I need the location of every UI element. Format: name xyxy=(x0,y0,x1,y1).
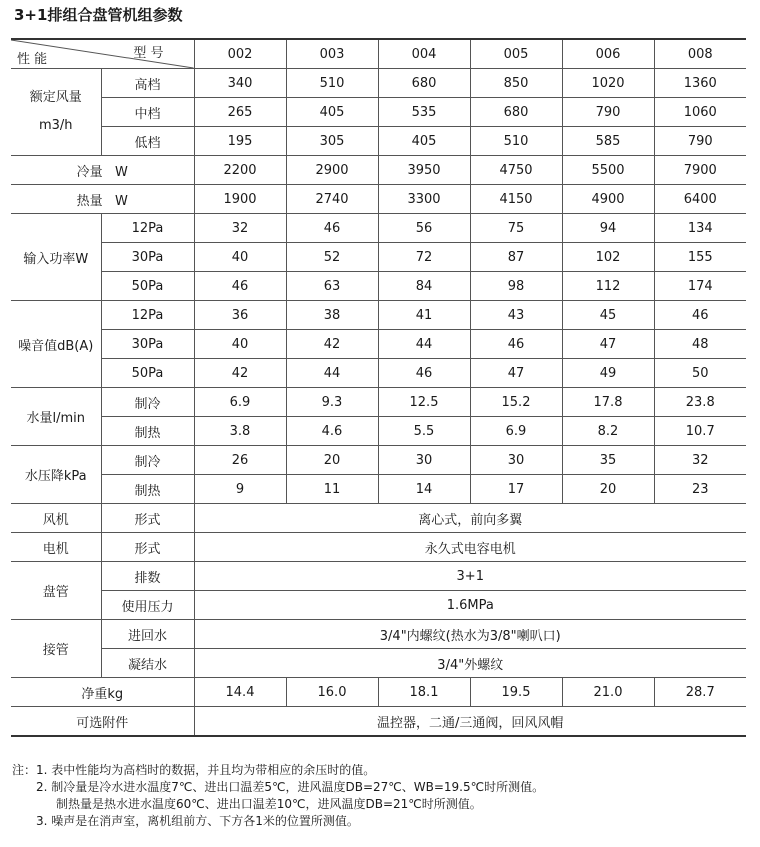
fan-label: 风机 xyxy=(11,504,101,533)
sub-label: 中档 xyxy=(101,98,194,127)
note-3: 3. 噪声是在消声室，离机组前方、下方各1米的位置所测值。 xyxy=(36,814,359,828)
data-cell: 305 xyxy=(286,127,378,156)
corner-performance-label: 性 能 xyxy=(17,52,48,67)
data-cell: 47 xyxy=(470,359,562,388)
data-cell: 21.0 xyxy=(562,678,654,707)
data-cell: 195 xyxy=(194,127,286,156)
sub-label: 高档 xyxy=(101,69,194,98)
data-cell: 42 xyxy=(194,359,286,388)
data-cell: 134 xyxy=(654,214,746,243)
table-row xyxy=(11,388,746,417)
data-cell: 30 xyxy=(470,446,562,475)
data-cell: 8.2 xyxy=(562,417,654,446)
data-cell: 680 xyxy=(378,69,470,98)
spec-table xyxy=(11,38,746,737)
data-cell: 18.1 xyxy=(378,678,470,707)
data-cell: 46 xyxy=(286,214,378,243)
table-row xyxy=(11,475,746,504)
data-cell: 26 xyxy=(194,446,286,475)
data-cell: 44 xyxy=(286,359,378,388)
table-row xyxy=(11,446,746,475)
data-cell: 9.3 xyxy=(286,388,378,417)
note-1: 注：1. 表中性能均为高档时的数据，并且均为带相应的余压时的值。 xyxy=(12,763,376,777)
data-cell: 35 xyxy=(562,446,654,475)
sub-label: 形式 xyxy=(101,533,194,562)
data-cell: 38 xyxy=(286,301,378,330)
noise-label: 噪音值dB(A) xyxy=(11,301,101,388)
data-cell: 7900 xyxy=(654,156,746,185)
data-cell: 40 xyxy=(194,330,286,359)
data-cell: 46 xyxy=(470,330,562,359)
table-row xyxy=(11,620,746,649)
data-cell: 72 xyxy=(378,243,470,272)
data-cell: 3/4"内螺纹(热水为3/8"喇叭口) xyxy=(194,620,746,649)
sub-label: 30Pa xyxy=(101,330,194,359)
data-cell: 5500 xyxy=(562,156,654,185)
sub-label: 低档 xyxy=(101,127,194,156)
data-cell: 585 xyxy=(562,127,654,156)
data-cell: 510 xyxy=(470,127,562,156)
data-cell: 4900 xyxy=(562,185,654,214)
coil-label: 盘管 xyxy=(11,562,101,620)
corner-model-label: 型 号 xyxy=(133,46,164,61)
table-row xyxy=(11,185,746,214)
data-cell: 3.8 xyxy=(194,417,286,446)
sub-label: 50Pa xyxy=(101,359,194,388)
data-cell: 3/4"外螺纹 xyxy=(194,649,746,678)
data-cell: 75 xyxy=(470,214,562,243)
data-cell: 4750 xyxy=(470,156,562,185)
data-cell: 94 xyxy=(562,214,654,243)
motor-label: 电机 xyxy=(11,533,101,562)
data-cell: 永久式电容电机 xyxy=(194,533,746,562)
model-header: 004 xyxy=(378,39,470,69)
data-cell: 23 xyxy=(654,475,746,504)
table-row xyxy=(11,649,746,678)
data-cell: 405 xyxy=(378,127,470,156)
data-cell: 12.5 xyxy=(378,388,470,417)
model-header: 006 xyxy=(562,39,654,69)
table-row xyxy=(11,301,746,330)
table-row xyxy=(11,214,746,243)
table-row xyxy=(11,243,746,272)
data-cell: 20 xyxy=(562,475,654,504)
table-row xyxy=(11,707,746,737)
table-row xyxy=(11,359,746,388)
data-cell: 20 xyxy=(286,446,378,475)
data-cell: 45 xyxy=(562,301,654,330)
data-cell: 36 xyxy=(194,301,286,330)
table-row xyxy=(11,591,746,620)
data-cell: 14 xyxy=(378,475,470,504)
data-cell: 2740 xyxy=(286,185,378,214)
data-cell: 1900 xyxy=(194,185,286,214)
data-cell: 174 xyxy=(654,272,746,301)
data-cell: 32 xyxy=(194,214,286,243)
notes xyxy=(12,762,544,830)
data-cell: 48 xyxy=(654,330,746,359)
data-cell: 1020 xyxy=(562,69,654,98)
data-cell: 535 xyxy=(378,98,470,127)
data-cell: 16.0 xyxy=(286,678,378,707)
data-cell: 42 xyxy=(286,330,378,359)
data-cell: 49 xyxy=(562,359,654,388)
data-cell: 23.8 xyxy=(654,388,746,417)
data-cell: 265 xyxy=(194,98,286,127)
sub-label: 50Pa xyxy=(101,272,194,301)
data-cell: 44 xyxy=(378,330,470,359)
sub-label: 使用压力 xyxy=(101,591,194,620)
data-cell: 6400 xyxy=(654,185,746,214)
net-weight-label: 净重kg xyxy=(11,678,194,707)
sub-label: 12Pa xyxy=(101,214,194,243)
accessories-label: 可选附件 xyxy=(11,707,194,737)
table-row xyxy=(11,272,746,301)
data-cell: 2900 xyxy=(286,156,378,185)
data-cell: 41 xyxy=(378,301,470,330)
sub-label: 制冷 xyxy=(101,388,194,417)
data-cell: 46 xyxy=(654,301,746,330)
sub-label: 制冷 xyxy=(101,446,194,475)
data-cell: 3950 xyxy=(378,156,470,185)
data-cell: 43 xyxy=(470,301,562,330)
table-row xyxy=(11,562,746,591)
model-header: 002 xyxy=(194,39,286,69)
page-title: 3+1排组合盘管机组参数 xyxy=(14,6,183,24)
data-cell: 47 xyxy=(562,330,654,359)
data-cell: 155 xyxy=(654,243,746,272)
table-row xyxy=(11,533,746,562)
piping-label: 接管 xyxy=(11,620,101,678)
table-row xyxy=(11,156,746,185)
table-row xyxy=(11,330,746,359)
data-cell: 30 xyxy=(378,446,470,475)
data-cell: 340 xyxy=(194,69,286,98)
table-row xyxy=(11,127,746,156)
power-label: 输入功率W xyxy=(11,214,101,301)
data-cell: 46 xyxy=(194,272,286,301)
data-cell: 6.9 xyxy=(194,388,286,417)
data-cell: 102 xyxy=(562,243,654,272)
water-pressure-label: 水压降kPa xyxy=(11,446,101,504)
model-header: 003 xyxy=(286,39,378,69)
header-row xyxy=(11,39,746,69)
data-cell: 510 xyxy=(286,69,378,98)
data-cell: 405 xyxy=(286,98,378,127)
data-cell: 17.8 xyxy=(562,388,654,417)
table-row xyxy=(11,678,746,707)
data-cell: 离心式，前向多翼 xyxy=(194,504,746,533)
sub-label: 进回水 xyxy=(101,620,194,649)
data-cell: 温控器，二通/三通阀，回风风帽 xyxy=(194,707,746,737)
cooling-label: 冷量 W xyxy=(11,156,194,185)
data-cell: 19.5 xyxy=(470,678,562,707)
data-cell: 14.4 xyxy=(194,678,286,707)
data-cell: 40 xyxy=(194,243,286,272)
sub-label: 制热 xyxy=(101,475,194,504)
note-2-heating: 制热量是热水进水温度60℃、进出口温差10℃，进风温度DB=21℃时所测值。 xyxy=(56,797,482,811)
data-cell: 28.7 xyxy=(654,678,746,707)
data-cell: 6.9 xyxy=(470,417,562,446)
corner-header-cell xyxy=(11,39,194,69)
table-row xyxy=(11,98,746,127)
data-cell: 63 xyxy=(286,272,378,301)
data-cell: 46 xyxy=(378,359,470,388)
water-flow-label: 水量l/min xyxy=(11,388,101,446)
data-cell: 790 xyxy=(562,98,654,127)
data-cell: 17 xyxy=(470,475,562,504)
data-cell: 50 xyxy=(654,359,746,388)
data-cell: 32 xyxy=(654,446,746,475)
table-row xyxy=(11,417,746,446)
data-cell: 4.6 xyxy=(286,417,378,446)
heating-label: 热量 W xyxy=(11,185,194,214)
data-cell: 680 xyxy=(470,98,562,127)
data-cell: 790 xyxy=(654,127,746,156)
data-cell: 9 xyxy=(194,475,286,504)
sub-label: 12Pa xyxy=(101,301,194,330)
data-cell: 1.6MPa xyxy=(194,591,746,620)
sub-label: 30Pa xyxy=(101,243,194,272)
data-cell: 3300 xyxy=(378,185,470,214)
data-cell: 850 xyxy=(470,69,562,98)
data-cell: 10.7 xyxy=(654,417,746,446)
data-cell: 3+1 xyxy=(194,562,746,591)
data-cell: 11 xyxy=(286,475,378,504)
sub-label: 制热 xyxy=(101,417,194,446)
table-row xyxy=(11,504,746,533)
data-cell: 98 xyxy=(470,272,562,301)
airflow-label: 额定风量 m3/h xyxy=(11,69,101,156)
sub-label: 排数 xyxy=(101,562,194,591)
data-cell: 15.2 xyxy=(470,388,562,417)
data-cell: 56 xyxy=(378,214,470,243)
model-header: 008 xyxy=(654,39,746,69)
data-cell: 87 xyxy=(470,243,562,272)
data-cell: 1360 xyxy=(654,69,746,98)
data-cell: 4150 xyxy=(470,185,562,214)
data-cell: 84 xyxy=(378,272,470,301)
data-cell: 52 xyxy=(286,243,378,272)
model-header: 005 xyxy=(470,39,562,69)
data-cell: 2200 xyxy=(194,156,286,185)
table-row xyxy=(11,69,746,98)
data-cell: 1060 xyxy=(654,98,746,127)
data-cell: 112 xyxy=(562,272,654,301)
note-2: 2. 制冷量是冷水进水温度7℃、进出口温差5℃，进风温度DB=27℃、WB=19.5℃时所测值。 xyxy=(36,780,545,794)
sub-label: 凝结水 xyxy=(101,649,194,678)
sub-label: 形式 xyxy=(101,504,194,533)
data-cell: 5.5 xyxy=(378,417,470,446)
